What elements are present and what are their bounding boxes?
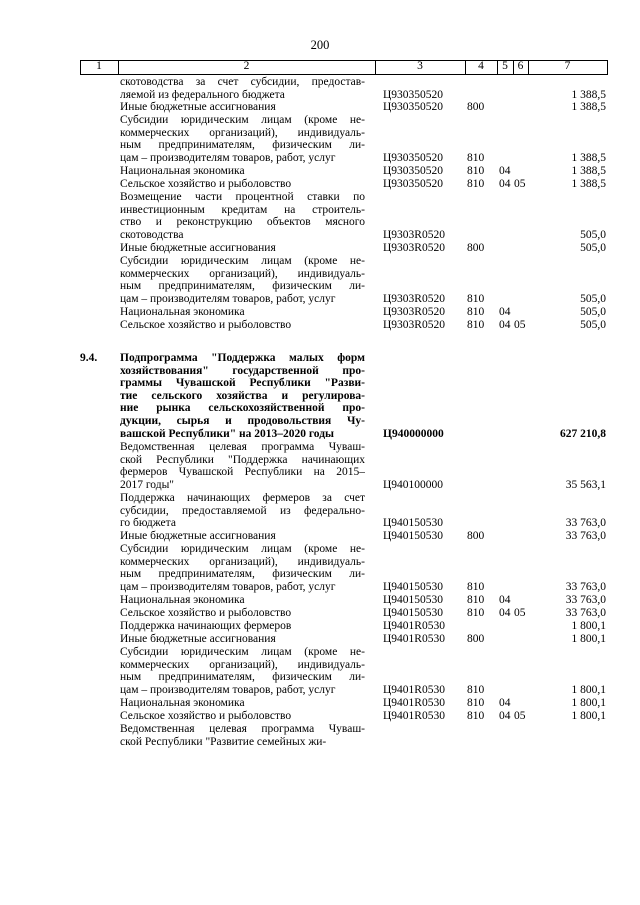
row-name	[120, 306, 365, 319]
row-name	[120, 723, 365, 748]
row-code: Ц940150530	[383, 580, 444, 593]
row-name-line: Субсидии юридическим лицам (кроме не-	[120, 543, 365, 555]
row-name-line: дукции, сырья и продовольствия Чу-	[120, 414, 365, 427]
row-name-line: Иные бюджетные ассигнования	[120, 530, 276, 542]
row-expense-type: 810	[467, 697, 485, 709]
row-amount: 33 763,0	[565, 530, 606, 542]
row-name-line: ным предпринимателям, физическим ли-	[120, 568, 365, 581]
row-name-line: Иные бюджетные ассигнования	[120, 633, 276, 645]
row-section: 04	[499, 594, 511, 606]
row-expense-type: 810	[467, 683, 485, 696]
row-amount: 505,0	[580, 242, 606, 254]
row-amount: 33 763,0	[565, 607, 606, 619]
header-col-4: 4	[478, 60, 484, 72]
row-expense-type: 810	[467, 594, 485, 606]
row-subsection: 05	[514, 710, 526, 722]
row-code: Ц940150530	[383, 517, 444, 530]
row-name	[120, 530, 365, 543]
row-code: Ц9303R0520	[383, 306, 445, 318]
row-amount: 1 800,1	[571, 633, 606, 645]
row-amount: 505,0	[580, 228, 606, 241]
row-name-line: цам – производителям товаров, работ, услуг	[120, 683, 336, 696]
row-amount: 33 763,0	[565, 580, 606, 593]
row-expense-type: 810	[467, 710, 485, 722]
row-name	[120, 441, 365, 491]
row-amount: 505,0	[580, 292, 606, 305]
row-name-line: граммы Чувашской Республики "Разви-	[120, 377, 365, 390]
row-expense-type: 810	[467, 165, 485, 177]
row-name-line: ние рынка сельскохозяйственной про-	[120, 402, 365, 415]
row-name	[120, 633, 365, 646]
row-name-line: Поддержка начинающих фермеров за счет	[120, 492, 365, 504]
row-name-line: ным предпринимателям, физическим ли-	[120, 280, 365, 293]
row-name-line: скотоводства за счет субсидии, предостав-	[120, 76, 365, 88]
row-name	[120, 607, 365, 620]
row-name-line: цам – производителям товаров, работ, услуг	[120, 580, 336, 593]
row-name-line: Сельское хозяйство и рыболовство	[120, 319, 292, 331]
row-code: Ц9303R0520	[383, 319, 445, 331]
row-expense-type: 810	[467, 292, 485, 305]
row-name	[120, 191, 365, 241]
header-col-7: 7	[564, 60, 571, 72]
row-name	[120, 646, 365, 696]
row-name-line: субсидии, предоставляемой из федерально-	[120, 504, 365, 517]
header-col-3: 3	[417, 60, 423, 72]
row-name-line: цам – производителям товаров, работ, услуг	[120, 151, 336, 164]
row-name-line: Подпрограмма "Поддержка малых форм	[120, 352, 365, 364]
header-col-6: 6	[517, 60, 524, 72]
row-name-line: коммерческих организаций), индивидуаль-	[120, 267, 365, 280]
row-expense-type: 800	[467, 530, 485, 542]
row-name-line: 2017 годы"	[120, 478, 174, 491]
row-expense-type: 800	[467, 633, 485, 645]
row-name-line: инвестиционным кредитам на строитель-	[120, 203, 365, 216]
row-amount: 627 210,8	[560, 427, 606, 440]
row-name-line: Национальная экономика	[120, 165, 245, 177]
row-code: Ц940150530	[383, 530, 444, 542]
row-code: Ц930350520	[383, 151, 444, 164]
row-name-line: Национальная экономика	[120, 697, 245, 709]
row-name	[120, 114, 365, 164]
row-name	[120, 620, 365, 633]
row-name-line: Ведомственная целевая программа Чуваш-	[120, 723, 365, 735]
row-name-line: коммерческих организаций), индивидуаль-	[120, 555, 365, 568]
row-amount: 1 800,1	[571, 683, 606, 696]
row-name	[120, 352, 365, 440]
row-name-line: Национальная экономика	[120, 594, 245, 606]
row-name-line: тие сельского хозяйства и регулирова-	[120, 389, 365, 402]
row-subsection: 05	[514, 319, 526, 331]
row-expense-type: 810	[467, 151, 485, 164]
row-name-line: Субсидии юридическим лицам (кроме не-	[120, 255, 365, 267]
row-section: 04	[499, 697, 511, 709]
row-amount: 505,0	[580, 306, 606, 318]
row-name-line: Сельское хозяйство и рыболовство	[120, 710, 292, 722]
row-amount: 33 763,0	[565, 517, 606, 530]
row-name-line: хозяйствования" государственной про-	[120, 364, 365, 377]
row-amount: 1 388,5	[571, 151, 606, 164]
row-section: 04	[499, 178, 511, 190]
row-name	[120, 492, 365, 530]
row-amount: 35 563,1	[565, 478, 606, 491]
row-name-line: Субсидии юридическим лицам (кроме не-	[120, 646, 365, 658]
row-section: 04	[499, 710, 511, 722]
row-name	[120, 178, 365, 191]
row-section: 04	[499, 319, 511, 331]
row-name-line: коммерческих организаций), индивидуаль-	[120, 658, 365, 671]
row-code: Ц9401R0530	[383, 620, 445, 632]
row-code: Ц9303R0520	[383, 242, 445, 254]
row-name-line: ляемой из федерального бюджета	[120, 88, 285, 101]
row-name-line: коммерческих организаций), индивидуаль-	[120, 126, 365, 139]
row-amount: 1 800,1	[571, 710, 606, 722]
row-name-line: цам – производителям товаров, работ, услуг	[120, 292, 336, 305]
row-code: Ц940000000	[383, 427, 444, 440]
row-name-line: ской Республики "Поддержка начинающих	[120, 453, 365, 466]
row-amount: 1 388,5	[571, 178, 606, 190]
row-name	[120, 543, 365, 593]
row-expense-type: 800	[467, 101, 485, 113]
row-code: Ц9303R0520	[383, 292, 445, 305]
header-bottom-rule	[80, 74, 608, 75]
row-section: 04	[499, 607, 511, 619]
row-amount: 1 800,1	[571, 697, 606, 709]
row-expense-type: 810	[467, 178, 485, 190]
row-name	[120, 242, 365, 255]
row-code: Ц940100000	[383, 478, 444, 491]
row-name-line: ным предпринимателям, физическим ли-	[120, 139, 365, 152]
row-name-line: Ведомственная целевая программа Чуваш-	[120, 441, 365, 453]
row-name-line: Иные бюджетные ассигнования	[120, 101, 276, 113]
row-name	[120, 697, 365, 710]
header-col-5: 5	[502, 60, 508, 72]
row-name-line: Иные бюджетные ассигнования	[120, 242, 276, 254]
row-name-line: фермеров Чувашской Республики на 2015–	[120, 466, 365, 479]
row-amount: 1 388,5	[571, 88, 606, 101]
row-expense-type: 810	[467, 319, 485, 331]
row-amount: 1 388,5	[571, 101, 606, 113]
row-subsection: 05	[514, 178, 526, 190]
header-col-2: 2	[243, 60, 250, 72]
row-name	[120, 165, 365, 178]
row-amount: 1 800,1	[571, 620, 606, 632]
row-expense-type: 810	[467, 306, 485, 318]
row-code: Ц940150530	[383, 594, 444, 606]
row-code: Ц9401R0530	[383, 697, 445, 709]
row-amount: 33 763,0	[565, 594, 606, 606]
row-name	[120, 710, 365, 723]
row-code: Ц940150530	[383, 607, 444, 619]
row-name-line: вашской Республики" на 2013–2020 годы	[120, 427, 335, 440]
row-code: Ц9303R0520	[383, 228, 445, 241]
row-code: Ц9401R0530	[383, 710, 445, 722]
row-section: 04	[499, 306, 511, 318]
row-subsection: 05	[514, 607, 526, 619]
row-amount: 505,0	[580, 319, 606, 331]
row-amount: 1 388,5	[571, 165, 606, 177]
row-name	[120, 76, 365, 101]
row-name-line: скотоводства	[120, 228, 184, 241]
page-number: 200	[310, 38, 330, 52]
row-code: Ц9401R0530	[383, 633, 445, 645]
row-expense-type: 800	[467, 242, 485, 254]
row-name-line: Возмещение части процентной ставки по	[120, 191, 365, 203]
row-name-line: Поддержка начинающих фермеров	[120, 620, 292, 632]
row-code: Ц930350520	[383, 165, 444, 177]
row-name-line: Национальная экономика	[120, 306, 245, 318]
row-number: 9.4.	[80, 352, 98, 364]
row-name-line: ным предпринимателям, физическим ли-	[120, 671, 365, 684]
header-col-1: 1	[96, 60, 102, 72]
table-header	[80, 60, 608, 74]
row-section: 04	[499, 165, 511, 177]
row-name	[120, 319, 365, 332]
row-name	[120, 101, 365, 114]
row-name	[120, 255, 365, 305]
row-name-line: Субсидии юридическим лицам (кроме не-	[120, 114, 365, 126]
row-name	[120, 594, 365, 607]
row-name-line: го бюджета	[120, 517, 176, 530]
header-divider	[607, 60, 608, 74]
row-name-line: Сельское хозяйство и рыболовство	[120, 607, 292, 619]
row-name-line: ской Республики "Развитие семейных жи-	[120, 735, 327, 748]
row-name-line: ство и реконструкцию объектов мясного	[120, 216, 365, 229]
row-expense-type: 810	[467, 580, 485, 593]
row-name-line: Сельское хозяйство и рыболовство	[120, 178, 292, 190]
row-code: Ц930350520	[383, 178, 444, 190]
row-code: Ц930350520	[383, 88, 444, 101]
row-expense-type: 810	[467, 607, 485, 619]
row-code: Ц9401R0530	[383, 683, 445, 696]
row-code: Ц930350520	[383, 101, 444, 113]
